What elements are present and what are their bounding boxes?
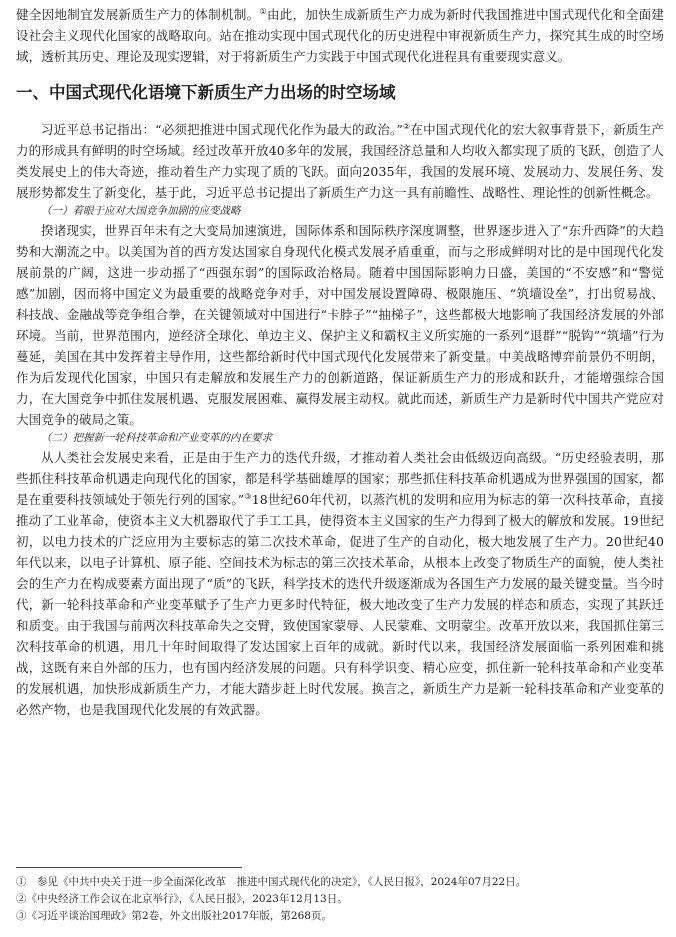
footnote-3: ③《习近平谈治国理政》第2卷，外文出版社2017年版，第268页。: [16, 910, 332, 922]
section-heading: 一、中国式现代化语境下新质生产力出场的时空场域: [16, 83, 396, 102]
section-intro-paragraph: [16, 119, 664, 203]
subsection-1-paragraph: 揆诸现实，世界百年未有之大变局加速演进，国际体系和国际秩序深度调整，世界逐步进入了“东升西降”的大趋势和大潮流之中。以美国为首的西方发达国家自身现代化模式发展矛盾重重，而与之形成鲜明对比的是中国现代化发展前景的广阔，这进一步动摇了“西强东弱”的国际政治格局。随着中国国际影响力日盛，美国的“不安感”和“警觉感”加剧，因而将中国定义为最重要的战略竞争对手，对中国发展设置障碍、极限施压、“筑墙设垒”，打出贸易战、科技战、金融战等竞争组合拳，在关键领域对中国进行“卡脖子”“抽梯子”，这些都极大地影响了我国经济发展的外部环境。当前，世界范围内，逆经济全球化、单边主义、保护主义和霸权主义所实施的一系列“退群”“脱钩”“筑墙”行为蔓延，美国在其中发挥着主导作用，这些都给新时代中国式现代化发展带来了新变量。中美战略博弈前景仍不明朗，作为后发现代化国家，中国只有走解放和发展生产力的创新道路，保证新质生产力的形成和跃升，才能增强综合国力，在大国竞争中抓住发展机遇、克服发展困难、赢得发展主动权。就此而述，新质生产力是新时代中国共产党应对大国竞争的破局之策。: [16, 223, 664, 427]
subsection-heading-1: （一）着眼于应对大国竞争加剧的应变战略: [41, 205, 241, 217]
footnote-1: ① 参见《中共中央关于进一步全面深化改革 推进中国式现代化的决定》，《人民日报》，2024年07月22日。: [16, 876, 527, 888]
subsection-heading-2: （二）把握新一轮科技革命和产业变革的内在要求: [41, 432, 272, 444]
subsection-2-paragraph: [16, 447, 664, 720]
section-intro-before-note: 习近平总书记指出：“必须把推进中国式现代化作为最大的政治。”: [41, 122, 403, 137]
intro-text-before-note: 健全因地制宜发展新质生产力的体制机制。: [16, 7, 260, 22]
footnote-marker-2[interactable]: ②: [402, 121, 411, 131]
footnote-marker-3[interactable]: ③: [244, 491, 252, 501]
section-intro-after-note: 在中国式现代化的宏大叙事背景下，新质生产力的形成具有鲜明的时空场域。经过改革开放40多年的发展，我国经济总量和人均收入都实现了质的飞跃，创造了人类发展史上的伟大奇迹，推动着生产力实现了质的飞跃。面向2035年，我国的发展环境、发展动力、发展任务、发展形势都发生了新变化，基于此，习近平总书记提出了新质生产力这一具有前瞻性、战略性、理论性的创新性概念。: [16, 122, 664, 200]
footnote-marker-1[interactable]: ①: [259, 6, 267, 16]
intro-text-after-note: 由此，加快生成新质生产力成为新时代我国推进中国式现代化和全面建设社会主义现代化国家的战略取向。站在推动实现中国式现代化的历史进程中审视新质生产力，探究其生成的时空场域，透析其历史、理论及现实逻辑，对于将新质生产力实践于中国式现代化进程具有重要现实意义。: [16, 7, 664, 64]
subsection-2-before-note: 从人类社会发展史来看，正是由于生产力的迭代升级，才推动着人类社会由低级迈向高级。“历史经验表明，那些抓住科技革命机遇走向现代化的国家，都是科学基础雄厚的国家；那些抓住科技革命机遇成为世界强国的国家，都是在重要科技领域处于领先行列的国家。”: [16, 450, 664, 507]
subsection-2-after-note: 18世纪60年代初，以蒸汽机的发明和应用为标志的第一次科技革命，直接推动了工业革命，使资本主义大机器取代了手工工具，使得资本主义国家的生产力得到了极大的解放和发展。19世纪初，以电力技术的广泛应用为主要标志的第二次技术革命，促进了生产的自动化，极大地发展了生产力。20世纪40年代以来，以电子计算机、原子能、空间技术为标志的第三次技术革命，从根本上改变了物质生产的面貌，使人类社会的生产力在构成要素方面出现了“质”的飞跃，科学技术的迭代升级逐渐成为各国生产力发展的最关键变量。当今时代，新一轮科技革命和产业变革赋予了生产力更多时代特征，极大地改变了生产力发展的样态和质态，实现了其跃迁和质变。由于我国与前两次科技革命失之交臂，致使国家蒙辱、人民蒙难、文明蒙尘。改革开放以来，我国抓住第三次科技革命的机遇，用几十年时间取得了发达国家上百年的成就。新时代以来，我国经济发展面临一系列困难和挑战，这既有来自外部的压力，也有国内经济发展的问题。只有科学识变、精心应变，抓住新一轮科技革命和产业变革的发展机遇，加快形成新质生产力，才能大踏步赶上时代发展。换言之，新质生产力是新一轮科技革命和产业变革的必然产物，也是我国现代化发展的有效武器。: [16, 492, 664, 717]
footnotes: [16, 874, 664, 925]
intro-paragraph: [16, 4, 664, 67]
footnote-divider: [16, 867, 242, 868]
footnote-2: ②《中央经济工作会议在北京举行》，《人民日报》，2023年12月13日。: [16, 893, 348, 905]
